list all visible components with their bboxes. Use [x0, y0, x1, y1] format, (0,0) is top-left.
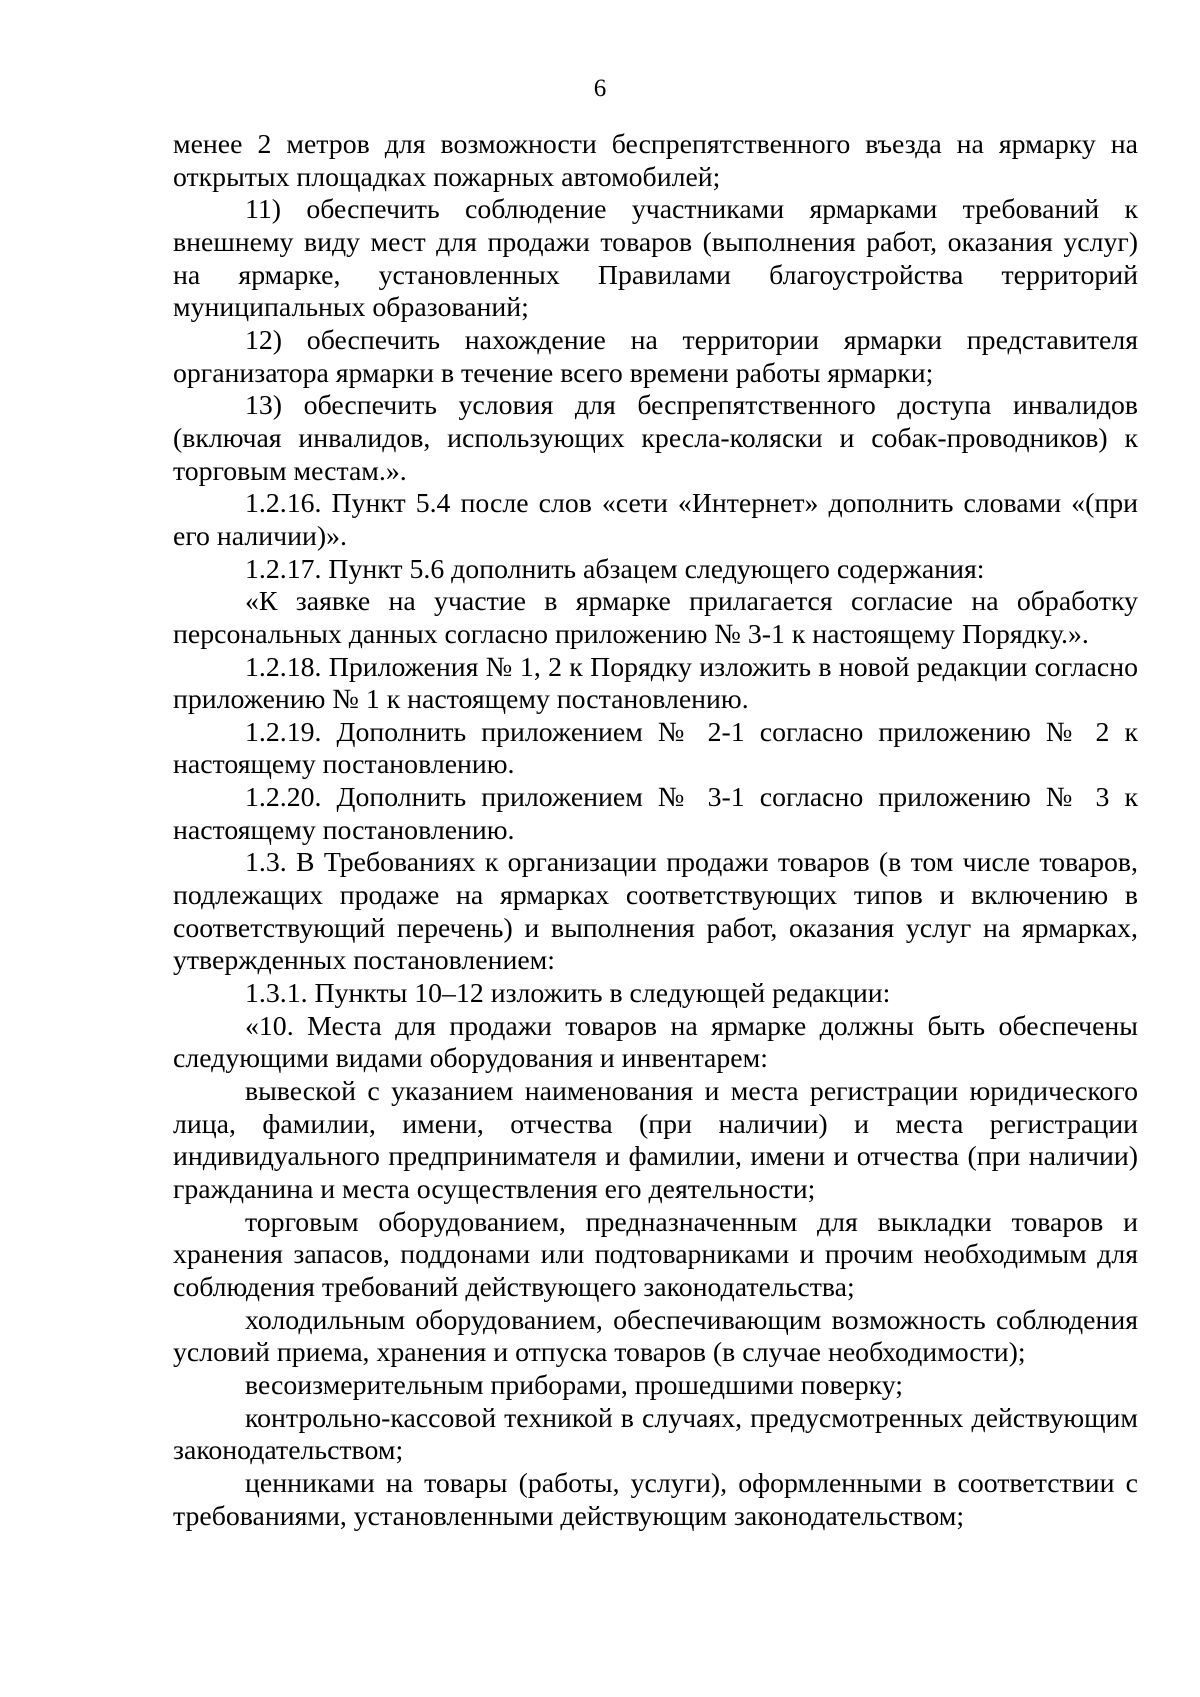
- paragraph-item-13: 13) обеспечить условия для беспрепятственного доступа инвалидов (включая инвалидов, использующих кресла-коляски и собак-проводников) к торговым местам.».: [173, 390, 1138, 487]
- paragraph-1-3: 1.3. В Требованиях к организации продажи товаров (в том числе товаров, подлежащих продаже на ярмарках соответствующих типов и включению в соответствующий перечень) и выполнения работ, оказания услуг на ярмарках, утвержденных постановлением:: [173, 847, 1138, 977]
- paragraph-quote-consent: «К заявке на участие в ярмарке прилагается согласие на обработку персональных данных согласно приложению № 3-1 к настоящему Порядку.».: [173, 586, 1138, 650]
- paragraph-signboard: вывеской с указанием наименования и места регистрации юридического лица, фамилии, имени, отчества (при наличии) и места регистрации индивидуального предпринимателя и фамилии, имени и отчества (при наличии) гражданина и места осуществления его деятельности;: [173, 1076, 1138, 1205]
- paragraph-continuation: менее 2 метров для возможности беспрепятственного въезда на ярмарку на открытых площадках пожарных автомобилей;: [173, 129, 1138, 193]
- paragraph-1-2-17: 1.2.17. Пункт 5.6 дополнить абзацем следующего содержания:: [245, 553, 985, 585]
- paragraph-1-2-19: 1.2.19. Дополнить приложением № 2-1 согласно приложению № 2 к настоящему постановлению.: [173, 716, 1138, 781]
- paragraph-item-10: «10. Места для продажи товаров на ярмарке должны быть обеспечены следующими видами оборудования и инвентарем:: [173, 1010, 1138, 1075]
- paragraph-refrigeration: холодильным оборудованием, обеспечивающим возможность соблюдения условий приема, хранения и отпуска товаров (в случае необходимости);: [173, 1304, 1138, 1369]
- paragraph-weighing: весоизмерительным приборами, прошедшими поверку;: [245, 1369, 904, 1401]
- paragraph-price-tags: ценниками на товары (работы, услуги), оформленными в соответствии с требованиями, установленными действующим законодательством;: [173, 1467, 1138, 1532]
- paragraph-item-11: 11) обеспечить соблюдение участниками ярмарками требований к внешнему виду мест для продажи товаров (выполнения работ, оказания услуг) на ярмарке, установленных Правилами благоустройства территорий муниципальных образований;: [173, 194, 1138, 324]
- paragraph-1-3-1: 1.3.1. Пункты 10–12 изложить в следующей редакции:: [245, 978, 891, 1010]
- page-number: 6: [593, 75, 607, 102]
- paragraph-trade-equipment: торговым оборудованием, предназначенным для выкладки товаров и хранения запасов, поддонами или подтоварниками и прочим необходимым для соблюдения требований действующего законодательства;: [173, 1206, 1138, 1303]
- paragraph-item-12: 12) обеспечить нахождение на территории ярмарки представителя организатора ярмарки в течение всего времени работы ярмарки;: [173, 324, 1138, 389]
- paragraph-1-2-16: 1.2.16. Пункт 5.4 после слов «сети «Интернет» дополнить словами «(при его наличии)».: [173, 488, 1138, 552]
- paragraph-1-2-20: 1.2.20. Дополнить приложением № 3-1 согласно приложению № 3 к настоящему постановлению.: [173, 782, 1138, 846]
- paragraph-1-2-18: 1.2.18. Приложения № 1, 2 к Порядку изложить в новой редакции согласно приложению № 1 к настоящему постановлению.: [173, 651, 1138, 716]
- paragraph-cash-register: контрольно-кассовой техникой в случаях, предусмотренных действующим законодательством;: [173, 1402, 1138, 1467]
- document-body: [173, 129, 1138, 1533]
